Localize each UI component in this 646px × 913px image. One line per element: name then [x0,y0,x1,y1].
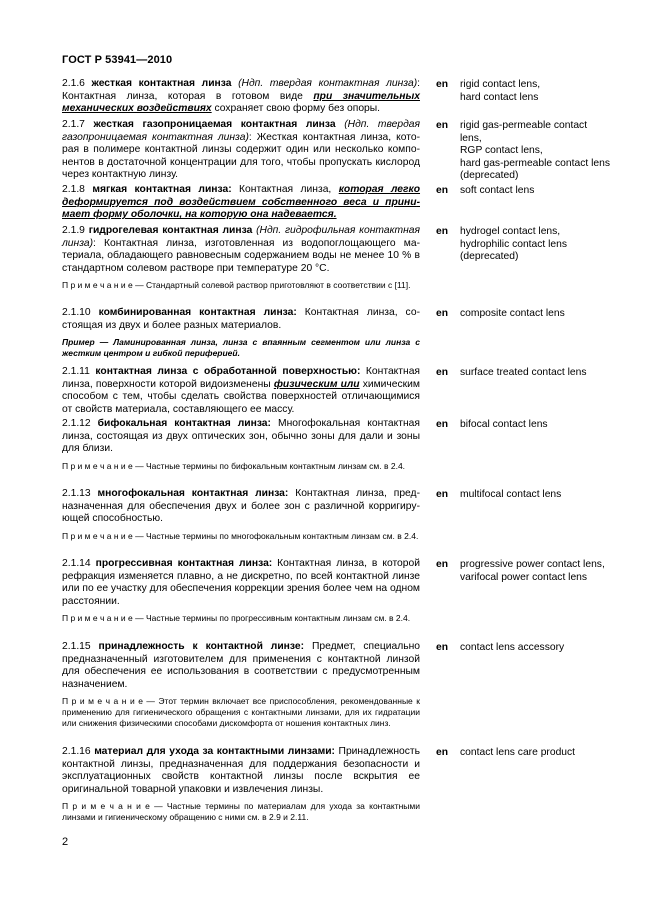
example: Пример — Ламинированная линза, линза с впаянным сегментом или линза с жестким центром и гибкой периферией. [62,337,420,359]
entry-2-1-14: 2.1.14 прогрессивная контактная линза: Контактная линза, в которой рефракция изменяется плавно, а не дискретно, по всей контактной линзе или по ее участку для обеспечения коррекции зрения более чем на одном расстоянии. П р и м е ч а н и е — Частные термины по прогрессивным контактным линзам см. в 2.4. [62,558,420,624]
english-equivalent: multifocal contact lens [460,489,562,500]
english-equivalent: bifocal contact lens [460,419,548,430]
english-equivalent: composite contact lens [460,308,565,319]
note: П р и м е ч а н и е — Частные термины по материалам для ухода за контактными линзами и гигиеническому обращению с ними см. в 2.9 и 2.11. [62,801,420,823]
lang-label: en [436,419,449,430]
note: П р и м е ч а н и е — Этот термин включает все приспособления, рекомендованные к применению для гигиенического обращения с контактными линзами, для их гидратации или снижения физическими способами дискомфорта от ношения контактных линз. [62,696,420,729]
lang-label: en [436,747,449,758]
entry-2-1-12: 2.1.12 бифокальная контактная линза: Многофокальная контактная линза, состоящая из двух оптических зон, обычно зоны для дали и зоны для близи. П р и м е ч а н и е — Частные термины по бифокальным контактным линзам см. в 2.4. [62,418,420,471]
note: П р и м е ч а н и е — Частные термины по прогрессивным контактным линзам см. в 2.4. [62,613,411,624]
lang-label: en [436,559,449,570]
english-equivalent: rigid contact lens, hard contact lens [460,79,541,103]
entry-2-1-15: 2.1.15 принадлежность к контактной линзе: Предмет, специально предназначенный изготовителем для применения с контактной линзой для обеспечения ее использования в соответствии с предусмотренным назначением. П р и м е ч а н и е — Этот термин включает все приспособления, рекомендованные к применению для гигиенического обращения с контактными линзами, для их гидратации или снижения физическими способами дискомфорта от ношения контактных линз. [62,641,420,729]
term: жесткая контактная линза [91,78,232,89]
entry-2-1-7: 2.1.7 жесткая газопроницаемая контактная линза (Ндп. твердая газопроницаемая контактная линза): Жесткая контактная линза, которая в полимере контактной линзы содержит один или несколько компонентов в достаточной концентрации для того, чтобы пропускать кислород через контактную линзу. [62,119,421,181]
entry-2-1-11: 2.1.11 контактная линза с обработанной поверхностью: Контактная линза, поверхности которой видоизменены физическим или химическим способом с тем, чтобы сделать свойства поверхностей отличающимися от свойств материала, составляющего ее массу. [62,366,421,415]
note: П р и м е ч а н и е — Частные термины по бифокальным контактным линзам см. в 2.4. [62,460,406,471]
lang-label: en [436,79,449,90]
note: П р и м е ч а н и е — Частные термины по многофокальным контактным линзам см. в 2.4. [62,530,419,541]
entry-2-1-8: 2.1.8 мягкая контактная линза: Контактная линза, которая легко деформируется под воздействием собственного веса и принимает форму оболочки, на которую она надевается. [62,184,421,221]
entry-2-1-10: 2.1.10 комбинированная контактная линза: Контактная линза, состоящая из двух и более разных материалов. Пример — Ламинированная линза, линза с впаянным сегментом или линза с жестким центром и гибкой периферией. [62,307,420,359]
english-equivalent: rigid gas-permeable contact lens, RGP contact lens, hard gas-permeable contact lens (deprecated) [460,120,610,182]
english-equivalent: progressive power contact lens, varifocal power contact lens [460,559,605,583]
entry-2-1-6: 2.1.6 жесткая контактная линза (Ндп. твердая контактная линза): Контактная линза, которая в готовом виде при значительных механических воздействиях сохраняет свою форму без опоры. [62,78,420,115]
page-number: 2 [62,836,69,848]
entry-2-1-16: 2.1.16 материал для ухода за контактными линзами: Принадлежность контактной линзы, предназначенная для поддержания безопасности и эксплуатационных свойств контактной линзы после вскрытия ее оригинальной товарной упаковки и извлечения линзы. П р и м е ч а н и е — Частные термины по материалам для ухода за контактными линзами и гигиеническому обращению с ними см. в 2.9 и 2.11. [62,746,420,823]
lang-label: en [436,489,449,500]
english-equivalent: soft contact lens [460,185,535,196]
note: П р и м е ч а н и е — Стандартный солевой раствор приготовляют в соответствии с [11]. [62,280,411,291]
lang-label: en [436,226,449,237]
english-equivalent: contact lens accessory [460,642,565,653]
english-equivalent: hydrogel contact lens, hydrophilic contact lens (deprecated) [460,226,568,263]
lang-label: en [436,642,449,653]
entry-2-1-9: 2.1.9 гидрогелевая контактная линза (Ндп. гидрофильная контактная линза): Контактная линза, изготовленная из водопоглощающего материала, обладающего равновесным содержанием воды не менее 10 % в стандартном солевом растворе при температуре 20 °С. П р и м е ч а н и е — Стандартный солевой раствор приготовляют в соответствии с [11]. [62,225,421,291]
english-equivalent: contact lens care product [460,747,576,758]
english-equivalent: surface treated contact lens [460,367,587,378]
lang-label: en [436,120,449,131]
lang-label: en [436,185,449,196]
document-header: ГОСТ Р 53941—2010 [62,54,173,66]
lang-label: en [436,308,449,319]
entry-2-1-13: 2.1.13 многофокальная контактная линза: Контактная линза, предназначенная для обеспечения двух и более зон с различной корригирующей способностью. П р и м е ч а н и е — Частные термины по многофокальным контактным линзам см. в 2.4. [62,488,420,541]
lang-label: en [436,367,449,378]
